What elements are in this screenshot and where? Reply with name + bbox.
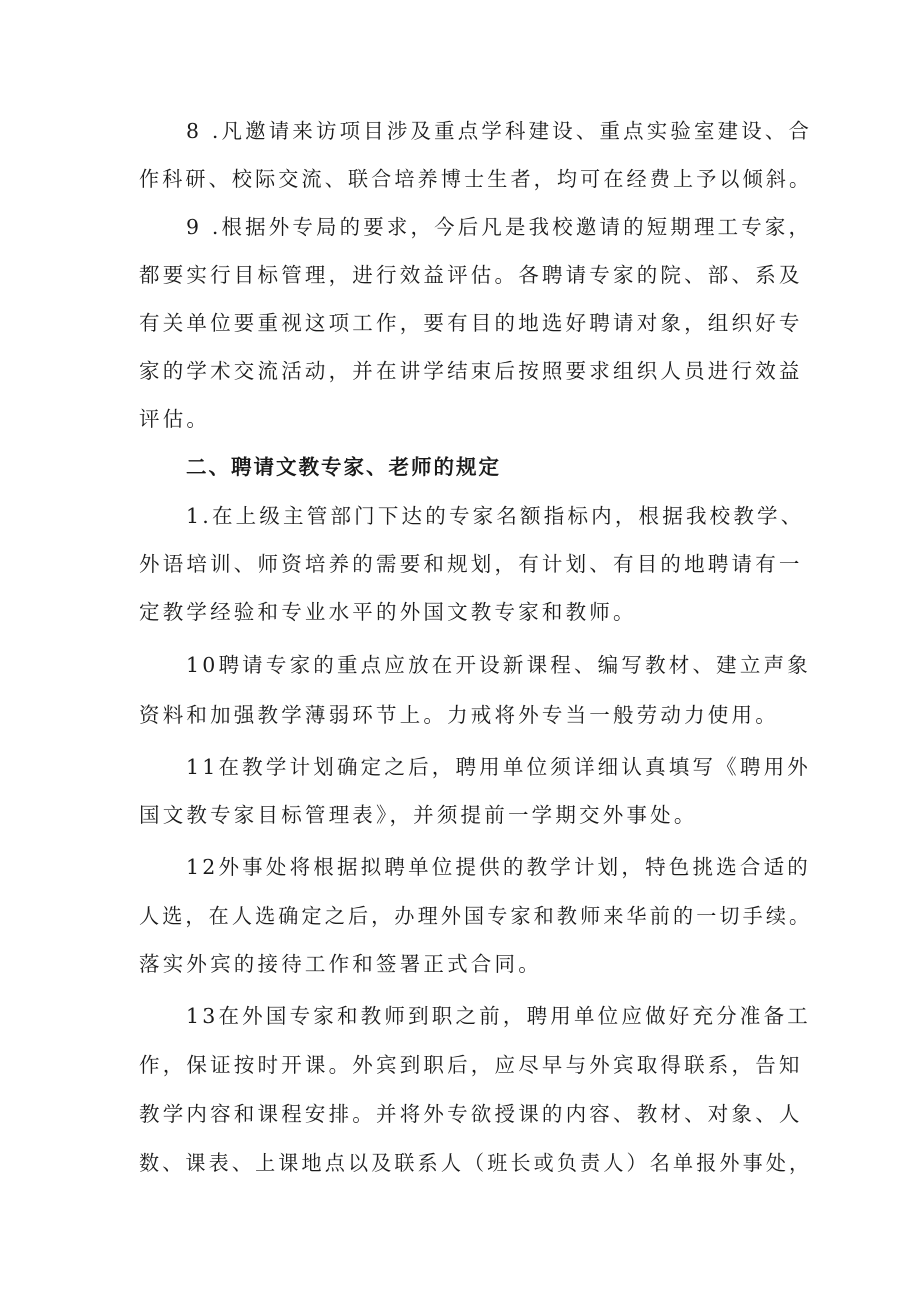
item-9-line-1: 9 .根据外专局的要求，今后凡是我校邀请的短期理工专家， [186, 215, 813, 239]
item-12-line-3: 落实外宾的接待工作和签署正式合同。 [139, 952, 542, 976]
item-12-line-1: 12外事处将根据拟聘单位提供的教学计划，特色挑选合适的 [186, 855, 811, 879]
item-9-line-5: 评估。 [139, 407, 211, 431]
item-9-line-2: 都要实行目标管理，进行效益评估。各聘请专家的院、部、系及 [139, 263, 803, 287]
item-10-line-1: 10聘请专家的重点应放在开设新课程、编写教材、建立声象 [186, 653, 811, 677]
item-11-line-2: 国文教专家目标管理表》，并须提前一学期交外事处。 [139, 803, 698, 827]
item-1-line-3: 定教学经验和专业水平的外国文教专家和教师。 [139, 600, 637, 624]
item-11-line-1: 11在教学计划确定之后，聘用单位须详细认真填写《聘用外 [186, 755, 811, 779]
item-10-line-2: 资料和加强教学薄弱环节上。力戒将外专当一般劳动力使用。 [139, 703, 779, 727]
section-heading: 二、聘请文教专家、老师的规定 [186, 455, 501, 479]
item-13-line-2: 作，保证按时开课。外宾到职后，应尽早与外宾取得联系，告知 [139, 1053, 803, 1077]
item-13-line-1: 13在外国专家和教师到职之前，聘用单位应做好充分准备工 [186, 1004, 811, 1028]
item-12-line-2: 人选，在人选确定之后，办理外国专家和教师来华前的一切手续。 [139, 904, 813, 928]
item-13-line-3: 教学内容和课程安排。并将外专欲授课的内容、教材、对象、人 [139, 1102, 803, 1126]
item-8-line-2: 作科研、校际交流、联合培养博士生者，均可在经费上予以倾斜。 [139, 167, 813, 191]
item-1-line-1: 1.在上级主管部门下达的专家名额指标内，根据我校教学、 [186, 504, 805, 528]
item-9-line-3: 有关单位要重视这项工作，要有目的地选好聘请对象，组织好专 [139, 311, 803, 335]
item-1-line-2: 外语培训、师资培养的需要和规划，有计划、有目的地聘请有一 [139, 552, 803, 576]
item-9-line-4: 家的学术交流活动，并在讲学结束后按照要求组织人员进行效益 [139, 359, 803, 383]
item-8-line-1: 8 .凡邀请来访项目涉及重点学科建设、重点实验室建设、合 [186, 119, 813, 143]
item-13-line-4: 数、课表、上课地点以及联系人（班长或负责人）名单报外事处， [139, 1151, 813, 1175]
